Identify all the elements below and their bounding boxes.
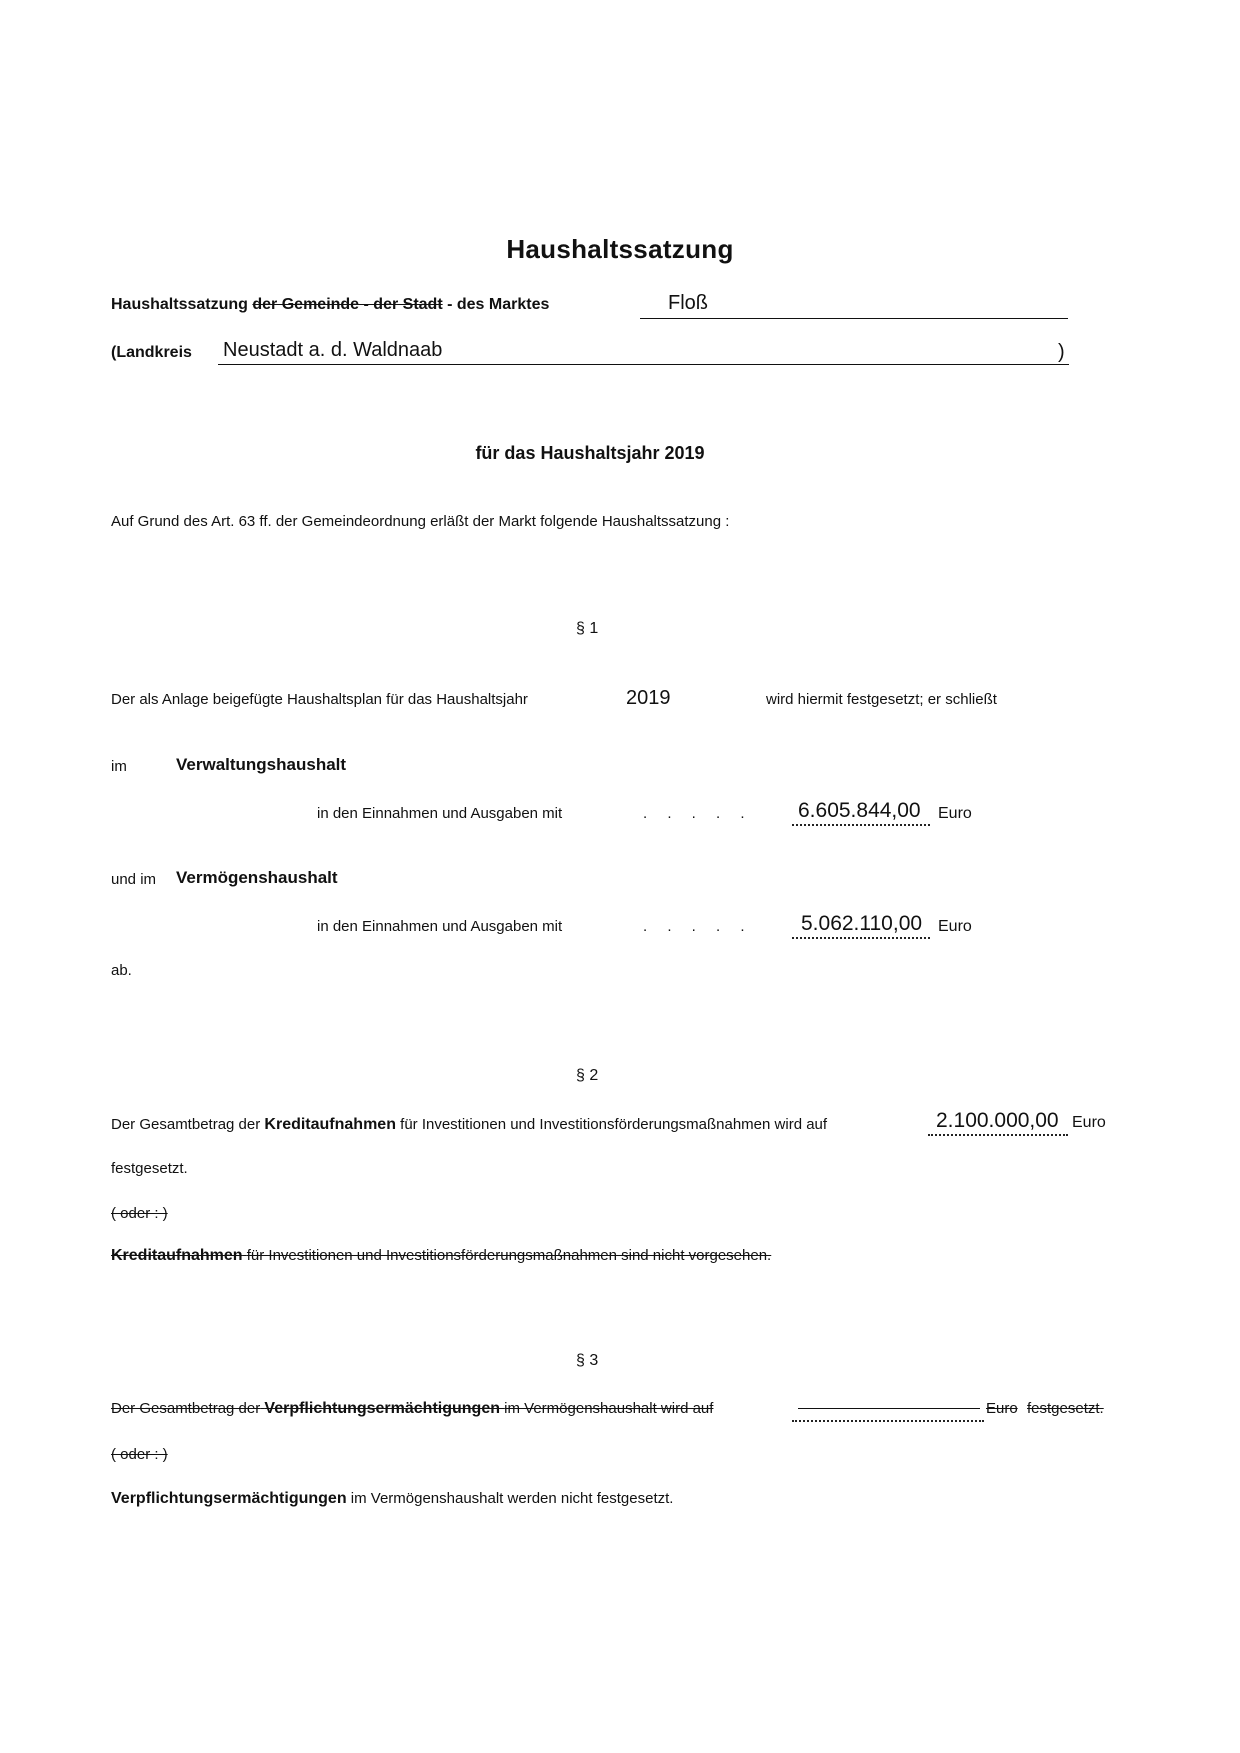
verwaltung-leader-dots: . . . . .	[643, 805, 753, 822]
section-3-closing: festgesetzt.	[1027, 1400, 1104, 1417]
section-3-struck-text	[111, 1400, 713, 1418]
section-3-alternative-label: ( oder : )	[111, 1446, 168, 1463]
section-2-alternative-label: ( oder : )	[111, 1205, 168, 1222]
landkreis-value: Neustadt a. d. Waldnaab	[223, 339, 443, 361]
header-line	[111, 296, 549, 314]
section-3-struck-bold: Verpflichtungsermächtigungen	[264, 1400, 500, 1417]
landkreis-underline	[218, 364, 1069, 365]
vermoegen-amount-dots	[792, 937, 930, 939]
section-2-alternative-rest: für Investitionen und Investitionsförderungsmaßnahmen sind nicht vorgesehen.	[246, 1247, 772, 1264]
landkreis-closing-paren: )	[1058, 341, 1065, 363]
header-suffix: - des Marktes	[447, 296, 550, 313]
section-3-heading: § 3	[576, 1352, 599, 1369]
section-3-unit: Euro	[986, 1400, 1018, 1417]
municipality-underline	[640, 318, 1068, 319]
section-1-closing: ab.	[111, 962, 132, 979]
vermoegen-unit: Euro	[938, 918, 972, 935]
section-3-struck-start: Der Gesamtbetrag der	[111, 1400, 261, 1417]
section-2-alternative-bold: Kreditaufnahmen	[111, 1247, 243, 1264]
verwaltung-prefix: im	[111, 758, 127, 775]
section-2-bold-term: Kreditaufnahmen	[264, 1116, 396, 1133]
verwaltung-amount-text: in den Einnahmen und Ausgaben mit	[317, 805, 563, 822]
section-2-text	[111, 1116, 827, 1134]
credit-unit: Euro	[1072, 1114, 1106, 1131]
vermoegen-amount: 5.062.110,00	[801, 912, 923, 935]
section-2-heading: § 2	[576, 1067, 599, 1084]
credit-amount: 2.100.000,00	[936, 1109, 1059, 1132]
verwaltung-amount-dots	[792, 824, 930, 826]
verwaltung-label: Verwaltungshaushalt	[176, 755, 347, 774]
section-3-struck-end: im Vermögenshaushalt wird auf	[504, 1400, 714, 1417]
section-2-alternative-text	[111, 1247, 771, 1265]
verwaltung-unit: Euro	[938, 805, 972, 822]
section-2-text-end: für Investitionen und Investitionsförderungsmaßnahmen wird auf	[400, 1116, 828, 1133]
vermoegen-amount-text: in den Einnahmen und Ausgaben mit	[317, 918, 563, 935]
vermoegen-label: Vermögenshaushalt	[176, 868, 338, 887]
section-1-heading: § 1	[576, 620, 599, 637]
section-1-text-start: Der als Anlage beigefügte Haushaltsplan für das Haushaltsjahr	[111, 691, 528, 708]
landkreis-label: (Landkreis	[111, 344, 192, 361]
credit-amount-dots	[928, 1134, 1068, 1136]
vermoegen-prefix: und im	[111, 871, 157, 888]
intro-text: Auf Grund des Art. 63 ff. der Gemeindeordnung erläßt der Markt folgende Haushaltssatzung :	[111, 513, 730, 530]
section-1-year: 2019	[626, 687, 671, 709]
section-2-closing: festgesetzt.	[111, 1160, 188, 1177]
section-3-amount-blank-dash	[798, 1408, 980, 1409]
header-struck-text: der Gemeinde - der Stadt	[252, 296, 443, 313]
verwaltung-amount: 6.605.844,00	[798, 799, 921, 822]
section-3-final-bold: Verpflichtungsermächtigungen	[111, 1490, 347, 1507]
section-3-final-rest: im Vermögenshaushalt werden nicht festgesetzt.	[350, 1490, 674, 1507]
section-3-final-text	[111, 1490, 673, 1508]
header-prefix: Haushaltssatzung	[111, 296, 248, 313]
document-title: Haushaltssatzung	[506, 234, 734, 264]
section-2-text-start: Der Gesamtbetrag der	[111, 1116, 261, 1133]
section-1-text-end: wird hiermit festgesetzt; er schließt	[766, 691, 997, 708]
municipality-name: Floß	[668, 292, 708, 314]
vermoegen-leader-dots: . . . . .	[643, 918, 753, 935]
budget-year-heading: für das Haushaltsjahr 2019	[475, 443, 705, 463]
section-3-amount-blank-dots	[792, 1420, 984, 1422]
